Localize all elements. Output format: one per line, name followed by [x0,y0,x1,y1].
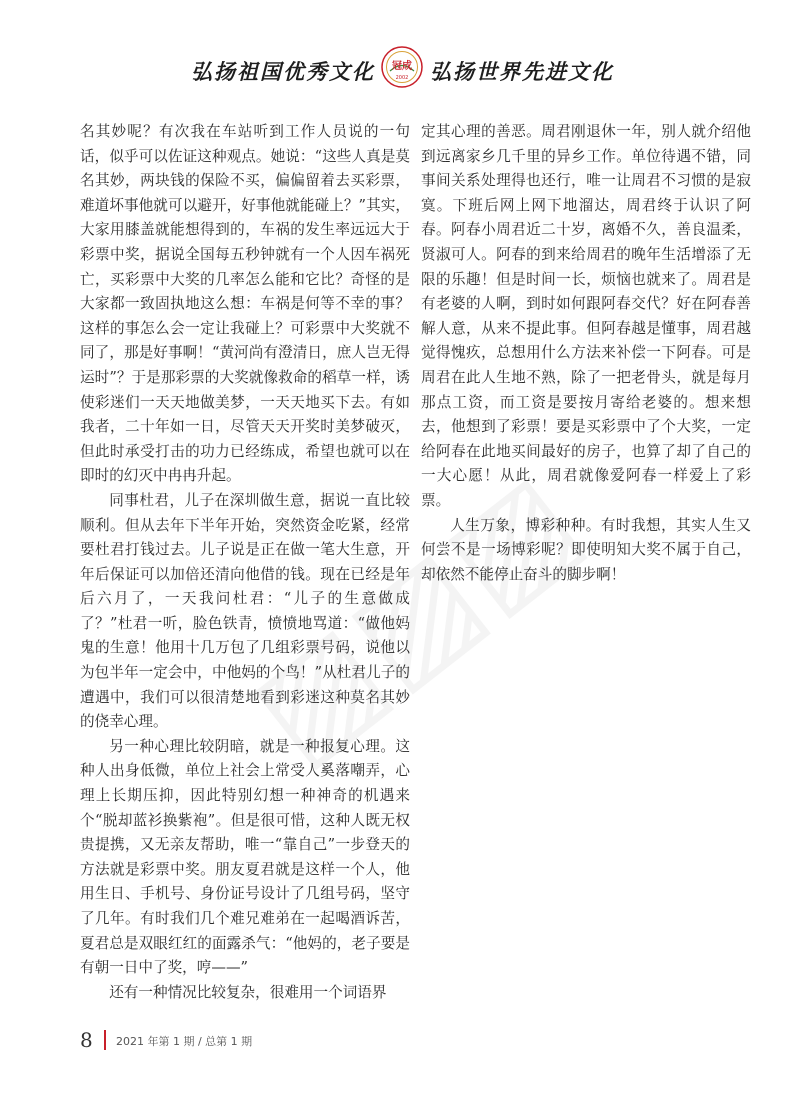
paragraph: 还有一种情况比较复杂，很难用一个词语界 [109,983,387,1001]
paragraph: 人生万象，博彩种种。有时我想，其实人生又何尝不是一场博彩呢？即使明知大奖不属于自己，却依然不能停止奋斗的脚步啊！ [421,516,751,583]
paragraph: 名其妙呢？有次我在车站听到工作人员说的一句话，似乎可以佐证这种观点。她说：“这些人真是莫名其妙，两块钱的保险不买，偏偏留着去买彩票，难道坏事他就可以避开，好事他就能碰上？”其实，大家用膝盖就能想得到的，车祸的发生率远远大于彩票中奖，据说全国每五秒钟就有一个人因车祸死亡，买彩票中大奖的几率怎么能和它比？奇怪的是大家都一致固执地这么想：车祸是何等不幸的事？这样的事怎么会一定让我碰上？可彩票中大奖就不同了，那是好事啊！“黄河尚有澄清日，庶人岂无得运时”？于是那彩票的大奖就像救命的稻草一样，诱使彩迷们一天天地做美梦，一天天地买下去。有如我者，二十年如一日，尽管天天开奖时美梦破灭，但此时承受打击的功力已经练成，希望也就可以在即时的幻灭中冉冉升起。 [80,123,410,485]
header-slogan-left: 弘扬祖国优秀文化 [191,59,375,84]
issue-info: 2021 年第 1 期 / 总第 1 期 [116,1035,253,1048]
emblem-logo-icon [381,46,423,88]
paragraph: 定其心理的善恶。周君刚退休一年，别人就介绍他到远离家乡几千里的异乡工作。单位待遇不错，同事间关系处理得也还行，唯一让周君不习惯的是寂寞。下班后网上网下地溜达，周君终于认识了阿春。阿春小周君近二十岁，离婚不久，善良温柔，贤淑可人。阿春的到来给周君的晚年生活增添了无限的乐趣！但是时间一长，烦恼也就来了。周君是有老婆的人啊，到时如何跟阿春交代？好在阿春善解人意，从来不提此事。但阿春越是懂事，周君越觉得愧疚，总想用什么方法来补偿一下阿春。可是周君在此人生地不熟，除了一把老骨头，就是每月那点工资，而工资是要按月寄给老婆的。想来想去，他想到了彩票！要是买彩票中了个大奖，一定给阿春在此地买间最好的房子，也算了却了自己的一大心愿！从此，周君就像爱阿春一样爱上了彩票。 [421,123,751,509]
article-left-column [80,120,410,1005]
paragraph: 同事杜君，儿子在深圳做生意，据说一直比较顺利。但从去年下半年开始，突然资金吃紧，经常要杜君打钱过去。儿子说是正在做一笔大生意，开年后保证可以加倍还清向他借的钱。现在已经是年后六月了，一天我问杜君：“儿子的生意做成了？”杜君一听，脸色铁青，愤愤地骂道：“做他妈鬼的生意！他用十几万包了几组彩票号码，说他以为包半年一定会中，中他妈的个鸟！”从杜君儿子的遭遇中，我们可以很清楚地看到彩迷这种莫名其妙的侥幸心理。 [80,491,410,731]
emblem-text: 冠成 [392,61,412,72]
article-right-column [421,120,751,587]
emblem-year: 2002 [395,75,409,81]
paragraph: 另一种心理比较阴暗，就是一种报复心理。这种人出身低微，单位上社会上常受人奚落嘲弄，心理上长期压抑，因此特别幻想一种神奇的机遇来个“脱却蓝衫换紫袍”。但是很可惜，这种人既无权贵提携，又无亲友帮助，唯一“靠自己”一步登天的方法就是彩票中奖。朋友夏君就是这样一个人，他用生日、手机号、身份证号设计了几组号码，坚守了几年。有时我们几个难兄难弟在一起喝酒诉苦，夏君总是双眼红红的面露杀气：“他妈的，老子要是有朝一日中了奖，哼——” [80,737,410,977]
header-slogan-right: 弘扬世界先进文化 [430,59,614,84]
page-number: 8 [80,1028,93,1052]
footer-divider [104,1030,106,1050]
page-header [0,46,805,96]
